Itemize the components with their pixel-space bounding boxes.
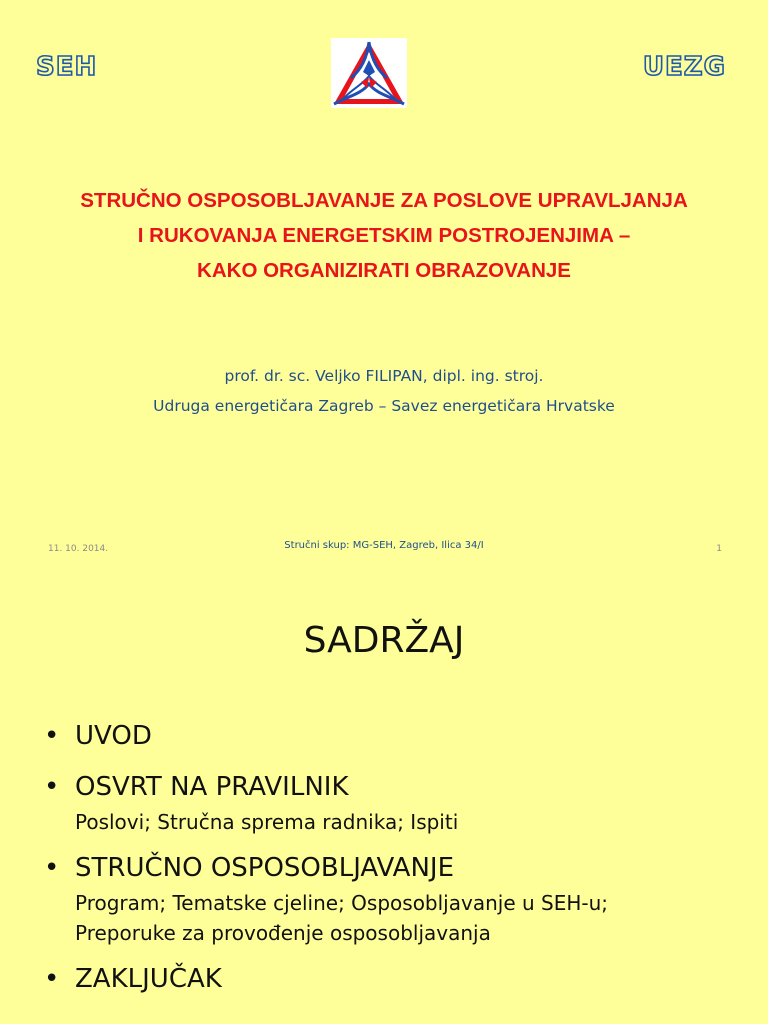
list-item-label: STRUČNO OSPOSOBLJAVANJE xyxy=(75,853,455,883)
seh-logo-text: SEH xyxy=(36,52,98,82)
list-item-subtext: Program; Tematske cjeline; Osposobljavanje u SEH-u; xyxy=(75,891,609,915)
bullet-icon: • xyxy=(44,853,60,883)
list-item xyxy=(44,767,744,837)
author-block xyxy=(0,361,768,421)
contents-slide xyxy=(0,576,768,1024)
title-line: I RUKOVANJA ENERGETSKIM POSTROJENJIMA – xyxy=(137,224,631,247)
presentation-title xyxy=(0,183,768,288)
uezg-logo-text: UEZG xyxy=(642,52,726,82)
list-item-subtext: Poslovi; Stručna sprema radnika; Ispiti xyxy=(75,810,459,834)
list-item-label: ZAKLJUČAK xyxy=(75,964,222,994)
contents-title: SADRŽAJ xyxy=(303,620,465,661)
bullet-icon: • xyxy=(44,721,60,751)
list-item-label: UVOD xyxy=(75,721,152,751)
author-name: prof. dr. sc. Veljko FILIPAN, dipl. ing. stroj. xyxy=(224,367,544,385)
author-affiliation: Udruga energetičara Zagreb – Savez energetičara Hrvatske xyxy=(153,397,615,415)
footer-event: Stručni skup: MG-SEH, Zagreb, Ilica 34/I xyxy=(284,540,484,551)
list-item-label: OSVRT NA PRAVILNIK xyxy=(75,772,349,802)
bullet-icon: • xyxy=(44,964,60,994)
list-item-subtext: Preporuke za provođenje osposobljavanja xyxy=(75,921,491,945)
list-item xyxy=(44,716,744,756)
list-item xyxy=(44,959,744,999)
footer-date: 11. 10. 2014. xyxy=(48,544,109,554)
energy-association-logo xyxy=(331,38,407,108)
footer-page-number: 1 xyxy=(716,544,722,554)
title-line: KAKO ORGANIZIRATI OBRAZOVANJE xyxy=(197,259,571,282)
title-line: STRUČNO OSPOSOBLJAVANJE ZA POSLOVE UPRAVLJANJA xyxy=(80,189,688,212)
list-item xyxy=(44,848,744,948)
triangle-emblem-icon xyxy=(331,38,407,108)
bullet-icon: • xyxy=(44,772,60,802)
contents-list xyxy=(44,716,744,999)
